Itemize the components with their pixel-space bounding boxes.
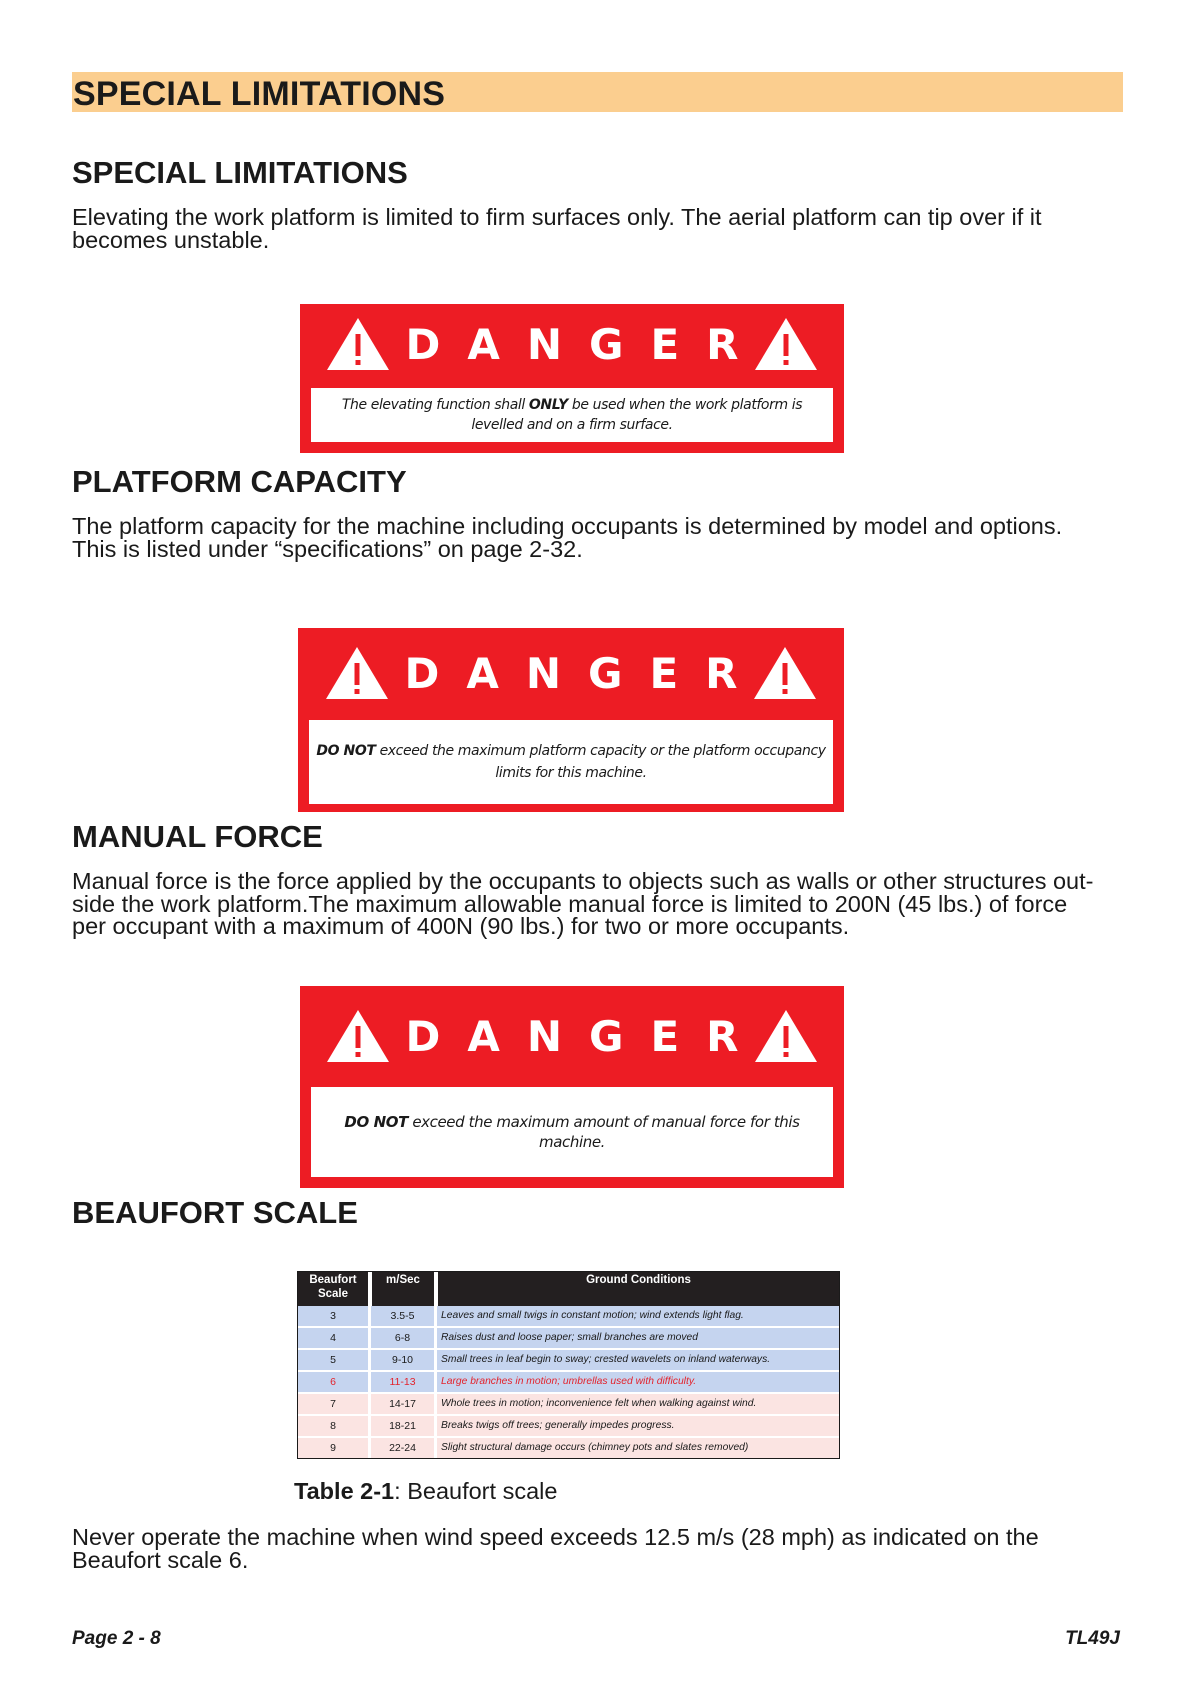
danger-text-part: The elevating function shall	[341, 397, 529, 413]
danger-text-part: exceed the maximum platform capacity or the platform occupancy	[375, 743, 826, 759]
table-row	[298, 1306, 839, 1328]
table-caption	[294, 1478, 557, 1505]
danger-word: DANGER	[405, 319, 766, 369]
danger-emphasis: DO NOT	[344, 1113, 408, 1131]
danger-sign-capacity	[298, 628, 844, 812]
beaufort-scale-heading: BEAUFORT SCALE	[72, 1195, 358, 1230]
warning-triangle-icon	[753, 1008, 819, 1064]
paragraph-line: Never operate the machine when wind speed exceeds 12.5 m/s (28 mph) as indicated on the	[72, 1524, 1039, 1550]
platform-capacity-heading: PLATFORM CAPACITY	[72, 464, 407, 499]
danger-header	[298, 628, 844, 718]
platform-capacity-paragraph	[72, 515, 1142, 560]
model-name: TL49J	[1065, 1628, 1120, 1649]
manual-force-heading: MANUAL FORCE	[72, 819, 323, 854]
header-text: Beaufort	[309, 1274, 357, 1286]
cell-scale: 8	[298, 1416, 368, 1438]
paragraph-line: per occupant with a maximum of 400N (90 lbs.) for two or more occupants.	[72, 913, 850, 939]
cell-scale: 7	[298, 1394, 368, 1416]
header-ground-conditions: Ground Conditions	[434, 1272, 839, 1306]
manual-force-paragraph	[72, 870, 1142, 938]
beaufort-warning-paragraph	[72, 1526, 1142, 1571]
cell-speed: 14-17	[368, 1394, 434, 1416]
danger-message	[311, 1112, 833, 1152]
cell-conditions: Whole trees in motion; inconvenience felt when walking against wind.	[434, 1394, 839, 1416]
cell-speed: 22-24	[368, 1438, 434, 1458]
danger-message	[342, 395, 802, 435]
table-row	[298, 1328, 839, 1350]
cell-speed: 11-13	[368, 1372, 434, 1394]
cell-conditions: Breaks twigs off trees; generally impedes progress.	[434, 1416, 839, 1438]
cell-scale: 3	[298, 1306, 368, 1328]
danger-word: DANGER	[405, 1011, 766, 1061]
paragraph-line: side the work platform.The maximum allowable manual force is limited to 200N (45 lbs.) of force	[72, 890, 1068, 917]
cell-conditions: Slight structural damage occurs (chimney pots and slates removed)	[434, 1438, 839, 1458]
danger-emphasis: DO NOT	[316, 743, 376, 759]
danger-message-box	[311, 1087, 833, 1177]
table-row	[298, 1350, 839, 1372]
danger-message-box	[311, 388, 833, 442]
cell-conditions: Large branches in motion; umbrellas used with difficulty.	[434, 1372, 839, 1394]
cell-scale: 4	[298, 1328, 368, 1350]
cell-scale: 9	[298, 1438, 368, 1458]
danger-message-line: limits for this machine.	[495, 765, 647, 781]
danger-message-line: levelled and on a firm surface.	[471, 417, 673, 433]
danger-header	[300, 986, 844, 1086]
danger-message-box	[309, 720, 833, 804]
danger-text-part: exceed the maximum amount of manual force for this machine.	[407, 1113, 800, 1151]
paragraph-line: Beaufort scale 6.	[72, 1546, 249, 1573]
cell-speed: 9-10	[368, 1350, 434, 1372]
danger-header	[300, 304, 844, 384]
danger-message-line	[342, 395, 802, 415]
paragraph-line: The platform capacity for the machine including occupants is determined by model and options.	[72, 513, 1063, 539]
cell-scale: 5	[298, 1350, 368, 1372]
cell-scale: 6	[298, 1372, 368, 1394]
danger-sign-elevating	[300, 304, 844, 453]
cell-speed: 6-8	[368, 1328, 434, 1350]
table-row	[298, 1438, 839, 1458]
header-text: Scale	[317, 1288, 349, 1300]
header-m-sec: m/Sec	[368, 1272, 434, 1306]
banner-title: SPECIAL LIMITATIONS	[73, 75, 446, 113]
caption-text: : Beaufort scale	[394, 1478, 558, 1504]
cell-speed: 18-21	[368, 1416, 434, 1438]
paragraph-line: Manual force is the force applied by the occupants to objects such as walls or other structures out-	[72, 868, 1094, 894]
warning-triangle-icon	[752, 645, 818, 701]
paragraph-line: This is listed under “specifications” on page 2-32.	[72, 535, 583, 562]
special-limitations-heading: SPECIAL LIMITATIONS	[72, 155, 408, 190]
danger-message	[316, 740, 825, 784]
caption-label: Table 2-1	[294, 1478, 395, 1504]
page-number: Page 2 - 8	[72, 1628, 161, 1649]
table-row	[298, 1394, 839, 1416]
table-row	[298, 1416, 839, 1438]
danger-text-part: be used when the work platform is	[567, 397, 803, 413]
warning-triangle-icon	[324, 645, 390, 701]
warning-triangle-icon	[325, 1008, 391, 1064]
table-row-highlighted	[298, 1372, 839, 1394]
table-header-row	[298, 1272, 839, 1306]
danger-message-line	[316, 740, 825, 762]
special-limitations-paragraph	[72, 206, 1142, 251]
cell-conditions: Raises dust and loose paper; small branches are moved	[434, 1328, 839, 1350]
cell-conditions: Leaves and small twigs in constant motion; wind extends light flag.	[434, 1306, 839, 1328]
cell-conditions: Small trees in leaf begin to sway; crested wavelets on inland waterways.	[434, 1350, 839, 1372]
paragraph-line: becomes unstable.	[72, 226, 270, 253]
danger-emphasis: ONLY	[528, 397, 568, 413]
warning-triangle-icon	[753, 316, 819, 372]
warning-triangle-icon	[325, 316, 391, 372]
paragraph-line: Elevating the work platform is limited to firm surfaces only. The aerial platform can tip over if it	[72, 204, 1042, 230]
danger-word: DANGER	[404, 648, 765, 698]
cell-speed: 3.5-5	[368, 1306, 434, 1328]
section-banner	[72, 72, 1123, 112]
header-beaufort-scale	[298, 1272, 368, 1306]
danger-sign-manual-force	[300, 986, 844, 1188]
beaufort-table	[297, 1271, 840, 1459]
